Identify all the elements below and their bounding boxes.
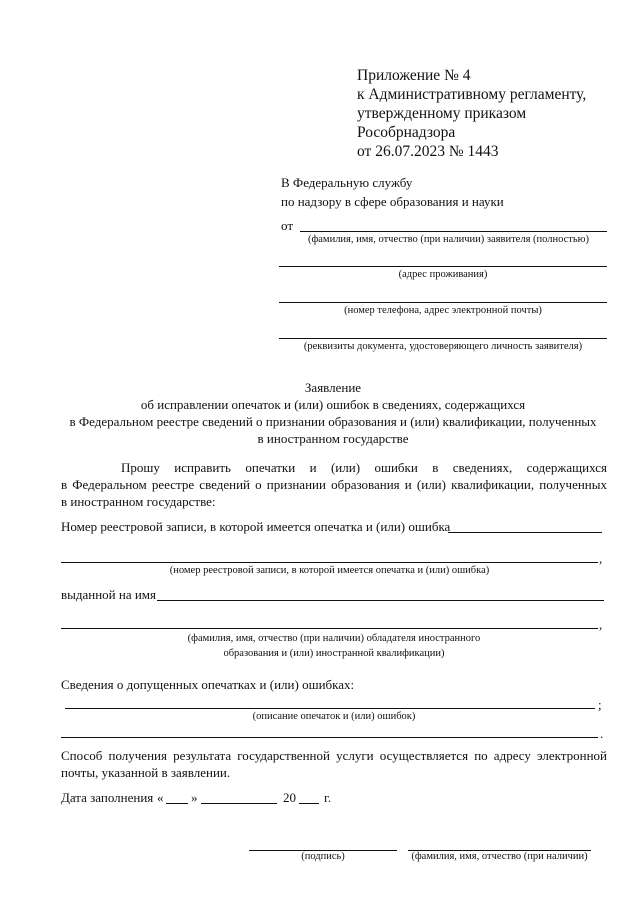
result-line-1: Способ получения результата государственной услуги осуществляется по адресу электронной xyxy=(61,748,607,763)
contact-field[interactable] xyxy=(279,302,607,303)
identity-document-field[interactable] xyxy=(279,338,607,339)
addressee-line-2: по надзору в сфере образования и науки xyxy=(281,194,504,209)
appendix-line-order: от 26.07.2023 № 1443 xyxy=(357,143,499,160)
applicant-name-caption: (фамилия, имя, отчество (при наличии) заявителя (полностью) xyxy=(307,234,590,245)
request-line-2: в Федеральном реестре сведений о признании образования и (или) квалификации, полученных xyxy=(61,477,607,492)
signature-caption: (подпись) xyxy=(301,851,345,862)
errors-semicolon: ; xyxy=(598,697,602,712)
title-heading: Заявление xyxy=(304,380,362,395)
date-year-prefix: 20 xyxy=(283,790,296,805)
holder-comma: , xyxy=(599,617,603,632)
application-title xyxy=(40,379,626,447)
addressee-line-1: В Федеральную службу xyxy=(281,175,413,190)
date-close-quote: » xyxy=(191,790,198,805)
title-line-3: в иностранном государстве xyxy=(257,431,409,446)
appendix-line-approved: утвержденному приказом xyxy=(357,105,527,122)
registry-number-continued-field[interactable] xyxy=(61,562,598,563)
registry-caption: (номер реестровой записи, в которой имеется опечатка и (или) ошибка) xyxy=(169,565,490,576)
date-day-field[interactable] xyxy=(166,803,188,804)
holder-caption-line-1: (фамилия, имя, отчество (при наличии) обладателя иностранного xyxy=(187,633,481,644)
date-year-field[interactable] xyxy=(299,803,319,804)
signer-name-caption: (фамилия, имя, отчество (при наличии) xyxy=(411,851,588,862)
applicant-name-field[interactable] xyxy=(300,231,607,232)
errors-description-field[interactable] xyxy=(65,708,595,709)
addressee-block xyxy=(281,173,504,211)
errors-caption: (описание опечаток и (или) ошибок) xyxy=(252,711,416,722)
request-line-3: в иностранном государстве: xyxy=(61,494,216,509)
title-line-1: об исправлении опечаток и (или) ошибок в сведениях, содержащихся xyxy=(140,397,526,412)
date-label: Дата заполнения xyxy=(61,790,154,805)
date-year-suffix: г. xyxy=(324,790,332,805)
from-label: от xyxy=(281,218,294,233)
errors-period: . xyxy=(600,726,604,741)
identity-document-caption: (реквизиты документа, удостоверяющего личность заявителя) xyxy=(303,341,583,352)
errors-description-continued-field[interactable] xyxy=(61,737,598,738)
errors-label: Сведения о допущенных опечатках и (или) ошибках: xyxy=(61,677,355,692)
date-month-field[interactable] xyxy=(201,803,277,804)
result-method-paragraph xyxy=(61,747,607,781)
request-line-1: Прошу исправить опечатки и (или) ошибки в сведениях, содержащихся xyxy=(121,460,607,475)
holder-name-field[interactable] xyxy=(61,628,598,629)
date-open-quote: « xyxy=(157,790,164,805)
holder-caption-line-2: образования и (или) иностранной квалификации) xyxy=(223,648,445,659)
registry-number-field[interactable] xyxy=(448,532,602,533)
address-caption: (адрес проживания) xyxy=(398,269,488,280)
issued-name-field[interactable] xyxy=(157,600,604,601)
registry-label: Номер реестровой записи, в которой имеется опечатка и (или) ошибка xyxy=(61,519,451,534)
registry-comma: , xyxy=(599,551,603,566)
title-line-2: в Федеральном реестре сведений о признании образования и (или) квалификации, полученных xyxy=(69,414,597,429)
appendix-header xyxy=(357,66,586,161)
result-line-2: почты, указанной в заявлении. xyxy=(61,765,231,780)
appendix-line-agency: Рособрнадзора xyxy=(357,124,456,141)
holder-caption xyxy=(61,631,607,661)
issued-label: выданной на имя xyxy=(61,587,157,602)
appendix-line-regulation: к Административному регламенту, xyxy=(357,86,587,103)
appendix-title: Приложение № 4 xyxy=(357,67,471,84)
address-field[interactable] xyxy=(279,266,607,267)
contact-caption: (номер телефона, адрес электронной почты) xyxy=(344,305,542,316)
request-paragraph xyxy=(61,459,607,510)
